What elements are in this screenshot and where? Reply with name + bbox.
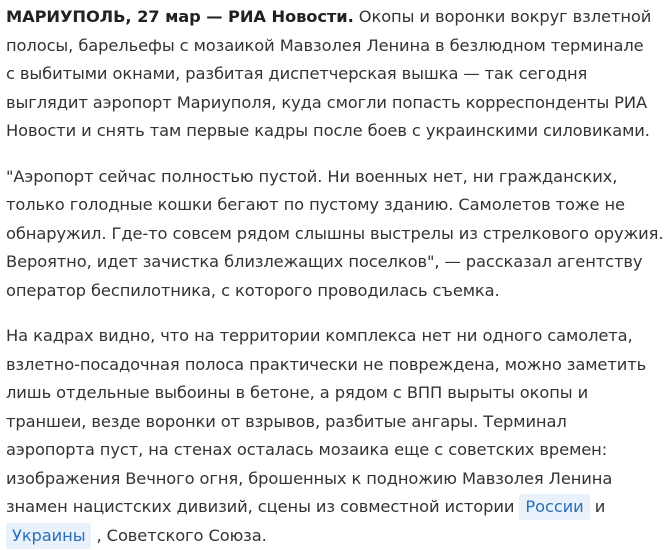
text-line [6, 3, 671, 32]
text-line: аэропорта пуст, на стенах осталась мозаика еще с советских времен: [6, 440, 608, 459]
dateline: МАРИУПОЛЬ, 27 мар — РИА Новости. [6, 7, 354, 26]
text-line: Окопы и воронки вокруг взлетной [353, 7, 652, 26]
text-line: обнаружил. Где-то совсем рядом слышны выстрелы из стрелкового оружия. [6, 223, 664, 243]
text-line: оператор беспилотника, с которого проводилась съемка. [6, 280, 500, 300]
text-line: полосы, барельефы с мозаикой Мавзолея Ленина в безлюдном терминале [6, 35, 644, 55]
paragraph-1 [6, 3, 671, 146]
text-line: лишь отдельные выбоины в бетоне, а рядом с ВПП вырыты окопы и [6, 383, 589, 402]
text-line: взлетно-посадочная полоса практически не повреждена, можно заметить [6, 354, 647, 374]
text-segment: и [589, 497, 606, 516]
paragraph-2 [6, 163, 671, 306]
text-line: На кадрах видно, что на территории комплекса нет ни одного самолета, [6, 326, 633, 345]
text-line [6, 493, 671, 522]
text-line: Вероятно, идет зачистка близлежащих поселков", — рассказал агентству [6, 252, 643, 271]
text-segment: , Советского Союза. [91, 525, 267, 545]
tag-link-russia[interactable]: России [519, 494, 589, 520]
text-segment: знамен нацистских дивизий, сцены из совместной истории [6, 497, 520, 516]
text-line: изображения Вечного огня, брошенных к подножию Мавзолея Ленина [6, 468, 613, 488]
text-line: траншеи, везде воронки от взрывов, разбитые ангары. Терминал [6, 411, 567, 431]
text-line: выглядит аэропорт Мариуполя, куда смогли попасть корреспонденты РИА [6, 92, 648, 112]
text-line [6, 522, 671, 550]
text-line: только голодные кошки бегают по пустому зданию. Самолетов тоже не [6, 195, 625, 214]
text-line: "Аэропорт сейчас полностью пустой. Ни военных нет, ни гражданских, [6, 166, 618, 186]
tag-link-ukraine[interactable]: Украины [6, 523, 91, 549]
text-line: Новости и снять там первые кадры после боев с украинскими силовиками. [6, 121, 650, 140]
paragraph-3 [6, 322, 671, 550]
text-line: с выбитыми окнами, разбитая диспетчерская вышка — так сегодня [6, 64, 588, 83]
